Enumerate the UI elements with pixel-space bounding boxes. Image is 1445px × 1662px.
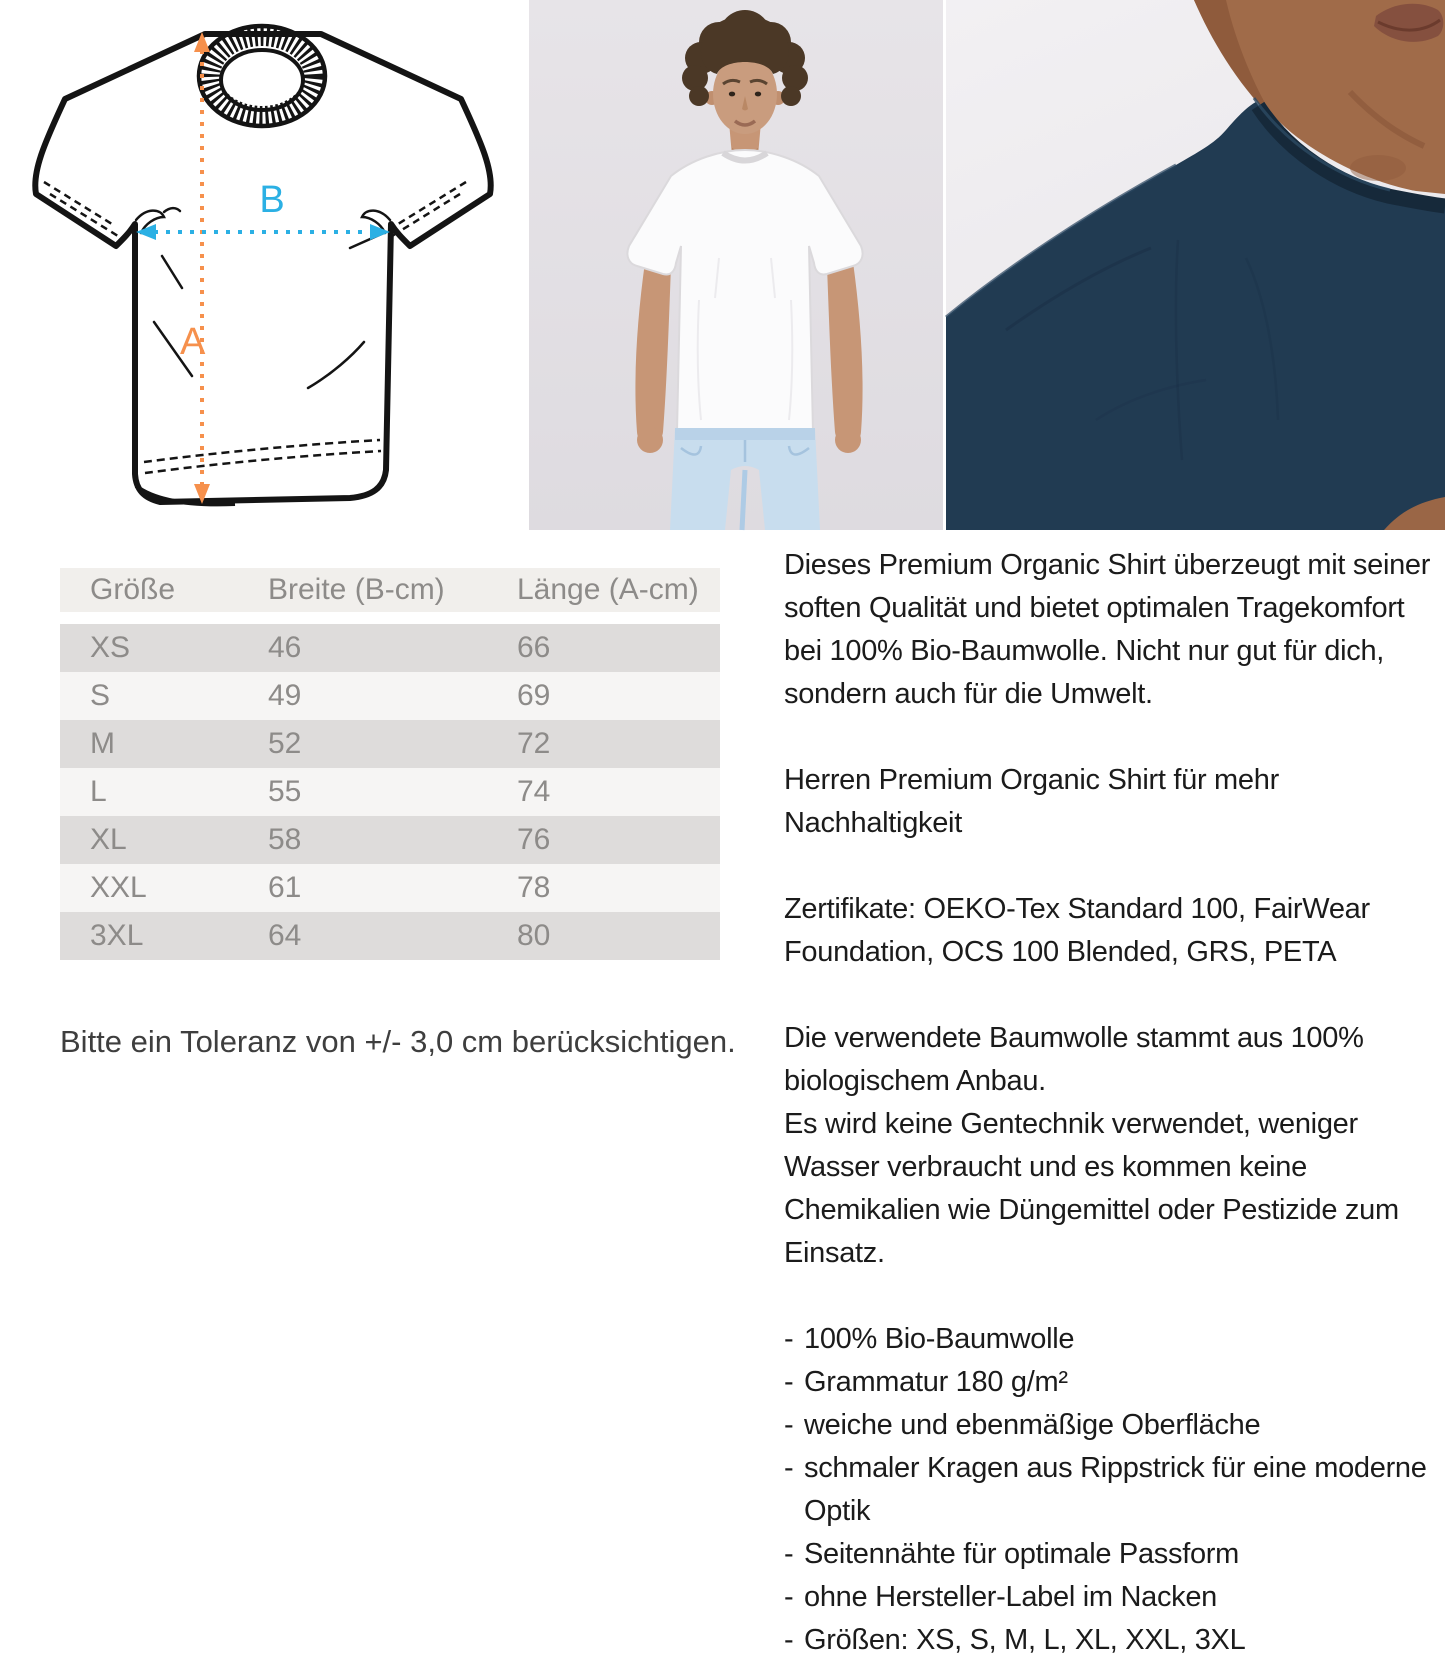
feature-text: Größen: XS, S, M, L, XL, XXL, 3XL <box>804 1624 1246 1656</box>
column-header-size: Größe <box>60 568 268 612</box>
closeup-photo-svg <box>946 0 1445 530</box>
table-row: 3XL 64 80 <box>60 912 720 960</box>
list-item <box>784 1619 1434 1662</box>
tshirt-outline <box>35 34 491 502</box>
description-paragraph-quality: Dieses Premium Organic Shirt überzeugt mit seiner soften Qualität und bietet optimalen Tragekomfort bei 100% Bio-Baumwolle. Nicht nur gut für dich, sondern auch für die Umwelt. <box>784 549 1431 710</box>
description-paragraph-cotton <box>784 1017 1434 1275</box>
table-row: XXL 61 78 <box>60 864 720 912</box>
jeans <box>670 428 820 530</box>
table-row: XS 46 66 <box>60 624 720 672</box>
list-item <box>784 1318 1434 1361</box>
feature-list <box>784 1318 1434 1662</box>
feature-text: weiche und ebenmäßige Oberfläche <box>804 1409 1261 1441</box>
description-paragraph-sustainability: Herren Premium Organic Shirt für mehr Nachhaltigkeit <box>784 764 1279 839</box>
description-line-organic: Die verwendete Baumwolle stammt aus 100% biologischem Anbau. <box>784 1022 1364 1097</box>
table-row: L 55 74 <box>60 768 720 816</box>
feature-text: schmaler Kragen aus Rippstrick für eine moderne Optik <box>804 1452 1427 1527</box>
bullet-dash: - <box>784 1452 794 1484</box>
throat-shadow <box>1350 155 1406 181</box>
bullet-dash: - <box>784 1624 794 1656</box>
table-row: S 49 69 <box>60 672 720 720</box>
model-photo-white-shirt <box>529 0 943 530</box>
list-item <box>784 1361 1434 1404</box>
description-line-chemicals: Es wird keine Gentechnik verwendet, weniger Wasser verbraucht und es kommen keine Chemikalien wie Düngemittel oder Pestizide zum Einsatz. <box>784 1108 1399 1269</box>
bullet-dash: - <box>784 1538 794 1570</box>
size-table-section <box>60 568 720 960</box>
column-header-width: Breite (B-cm) <box>268 568 517 612</box>
product-description <box>784 544 1434 1662</box>
tshirt-diagram-svg <box>20 4 490 514</box>
bullet-dash: - <box>784 1323 794 1355</box>
size-table <box>60 568 720 960</box>
table-row: M 52 72 <box>60 720 720 768</box>
list-item <box>784 1576 1434 1619</box>
bullet-dash: - <box>784 1366 794 1398</box>
description-paragraph-certificates: Zertifikate: OEKO-Tex Standard 100, FairWear Foundation, OCS 100 Blended, GRS, PETA <box>784 893 1370 968</box>
bullet-dash: - <box>784 1581 794 1613</box>
bullet-dash: - <box>784 1409 794 1441</box>
list-item <box>784 1447 1434 1533</box>
label-a: A <box>180 321 206 363</box>
closeup-photo-navy-shirt <box>946 0 1445 530</box>
feature-text: Grammatur 180 g/m² <box>804 1366 1068 1398</box>
feature-text: 100% Bio-Baumwolle <box>804 1323 1075 1355</box>
label-b: B <box>259 179 285 221</box>
size-table-header-row <box>60 568 720 612</box>
feature-text: Seitennähte für optimale Passform <box>804 1538 1239 1570</box>
eyes <box>729 92 735 97</box>
table-row: XL 58 76 <box>60 816 720 864</box>
feature-text: ohne Hersteller-Label im Nacken <box>804 1581 1218 1613</box>
list-item <box>784 1533 1434 1576</box>
column-header-length: Länge (A-cm) <box>517 568 720 612</box>
header-gap <box>60 612 720 624</box>
list-item <box>784 1404 1434 1447</box>
tolerance-note: Bitte ein Toleranz von +/- 3,0 cm berücksichtigen. <box>60 1024 736 1059</box>
model-photo-svg <box>529 0 943 530</box>
tshirt-measurement-diagram <box>20 4 490 514</box>
